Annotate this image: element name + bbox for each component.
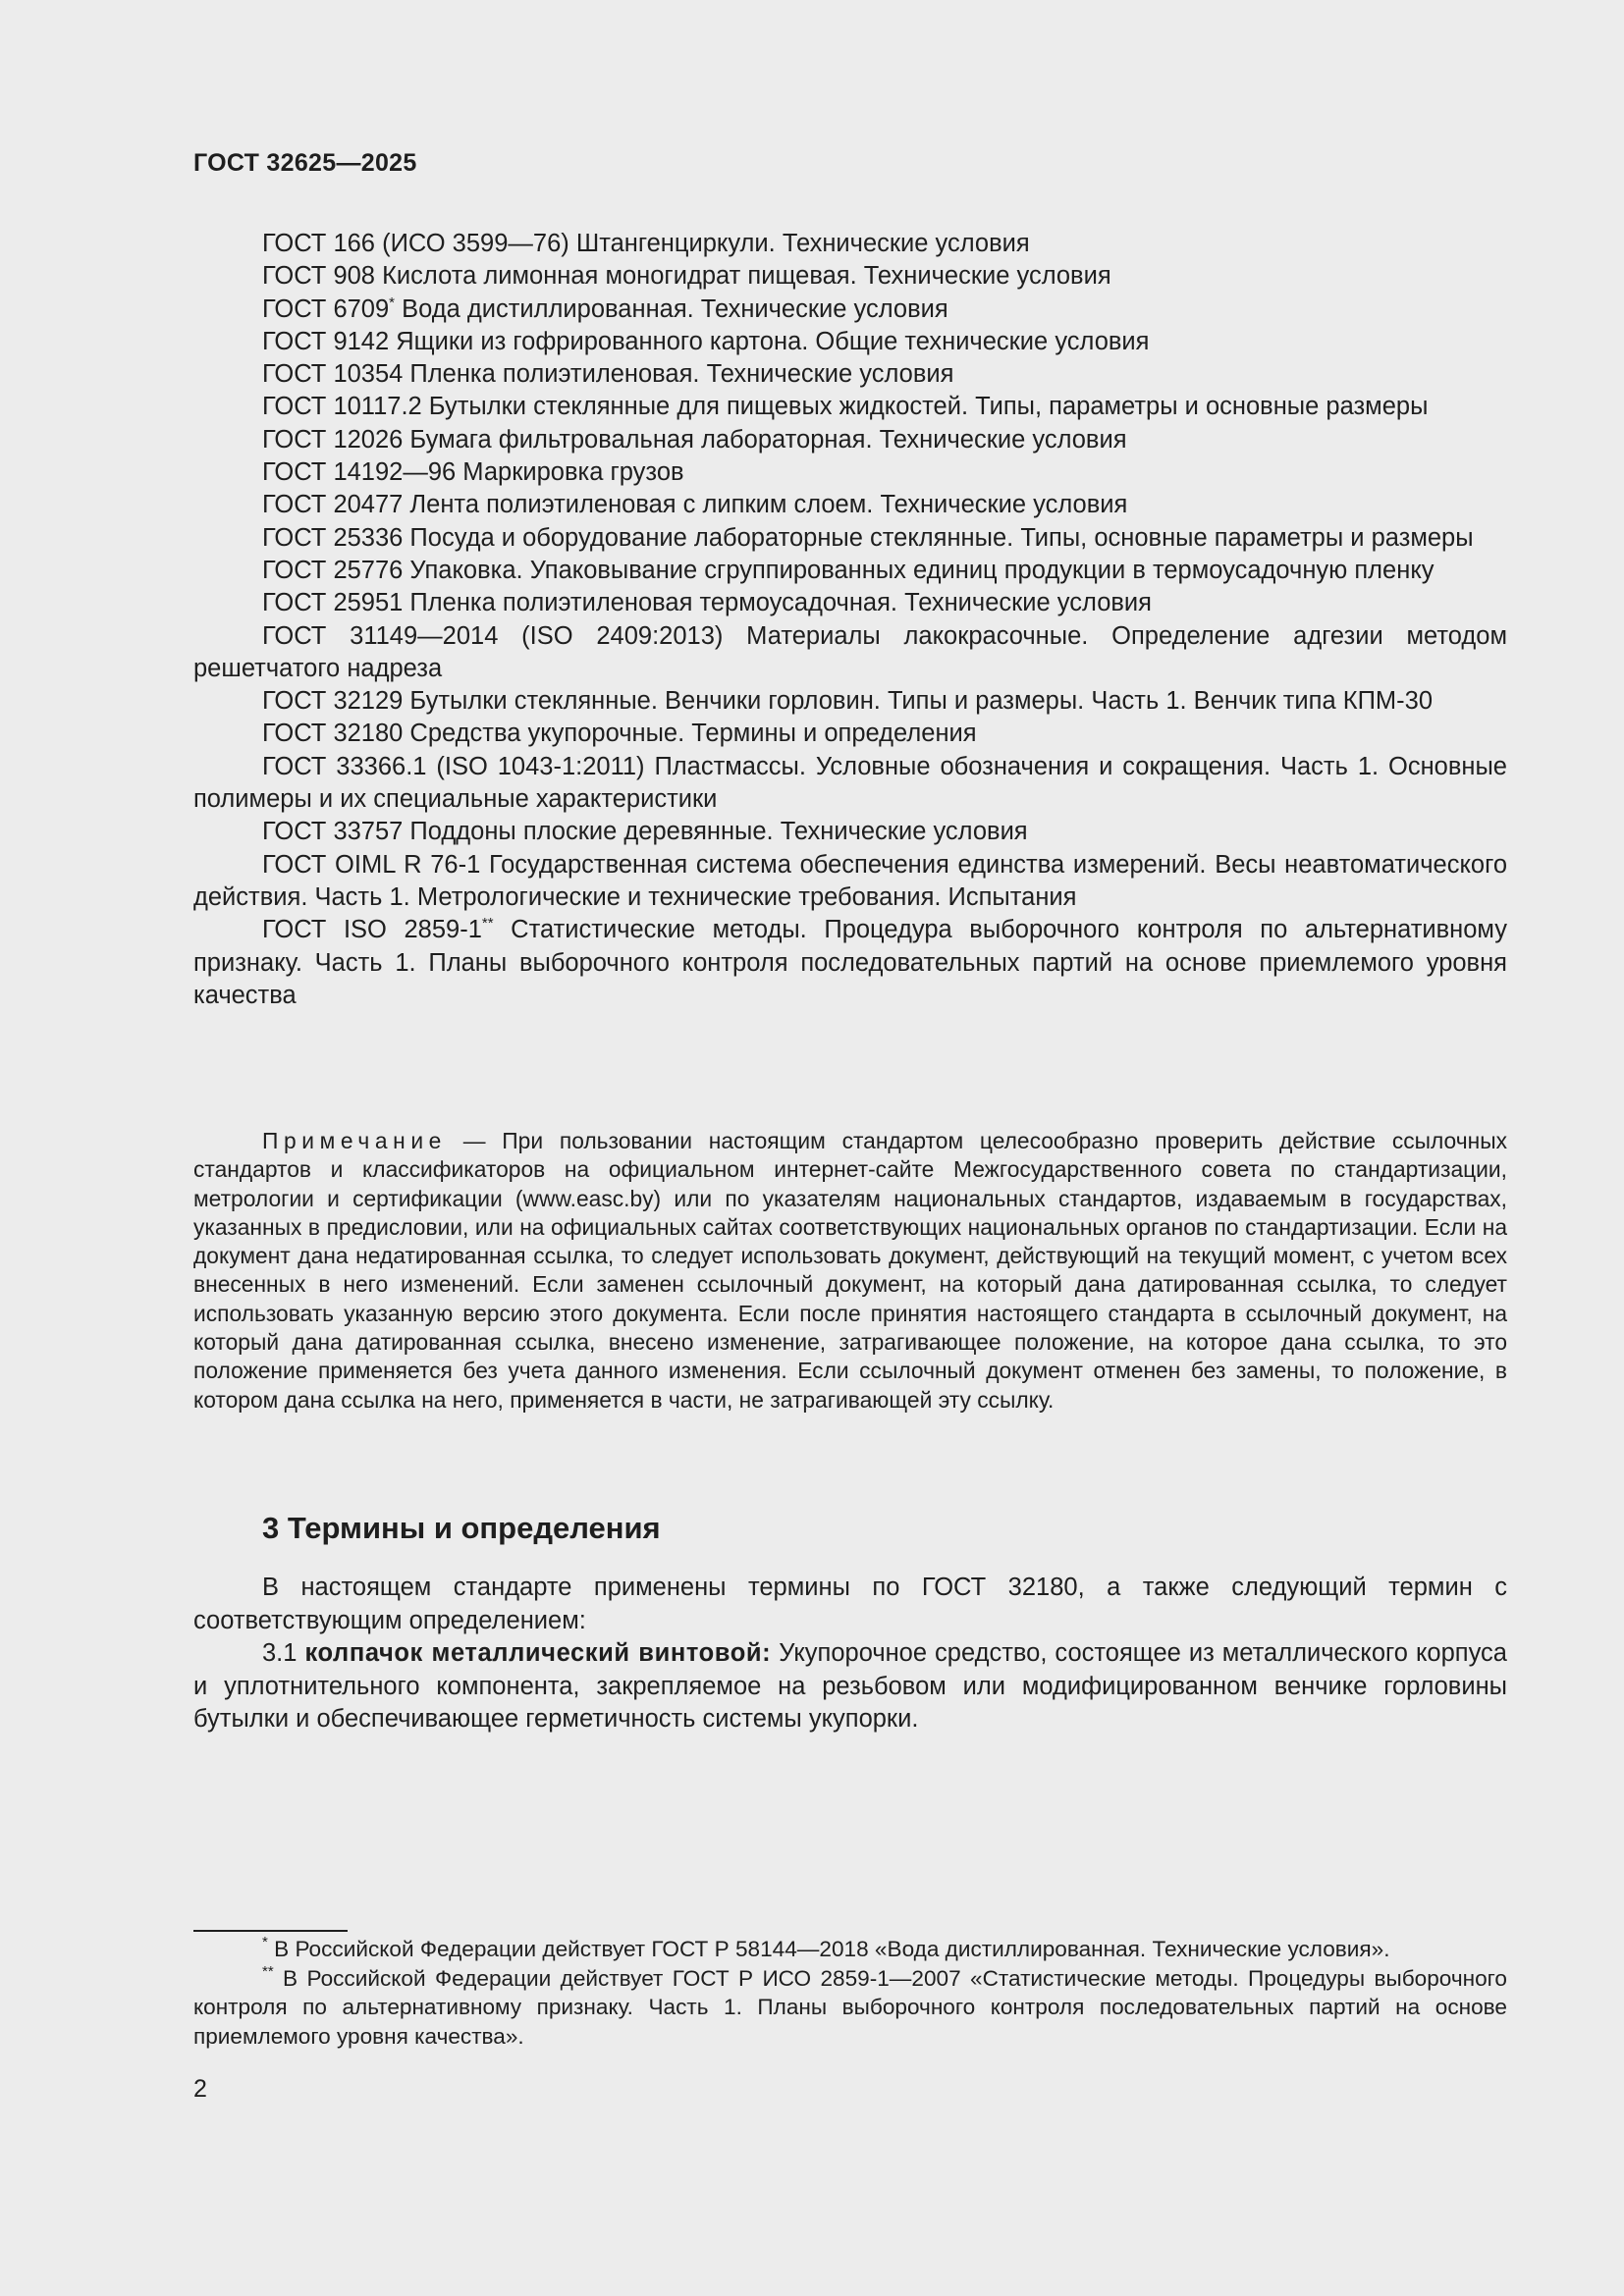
reference-text: Статистические методы. Процедура выборочного контроля по альтернативному признаку. Часть 1. Планы выборочного контроля последовательных партий на основе приемлемого уровня качества: [193, 916, 1508, 1009]
reference-item: ГОСТ 25951 Пленка полиэтиленовая термоусадочная. Технические условия: [262, 589, 1152, 617]
reference-item: ГОСТ 32180 Средства укупорочные. Термины и определения: [262, 720, 977, 748]
reference-item: [193, 294, 1507, 326]
reference-item: ГОСТ 14192—96 Маркировка грузов: [262, 458, 684, 487]
section-body: [193, 1572, 1507, 1736]
note-text: При пользовании настоящим стандартом целесообразно проверить действие ссылочных стандартов и классификаторов на официальном интернет-сайте Межгосударственного совета по стандартизации, метрологии и сертификации (www.easc.by) или по указателям национальных стандартов, издаваемым в государствах, указанных в предисловии, или на официальных сайтах соответствующих национальных органов по стандартизации. Если на документ дана недатированная ссылка, то следует использовать документ, действующий на текущий момент, с учетом всех внесенных в него изменений. Если заменен ссылочный документ, на который дана датированная ссылка, то следует использовать указанную версию этого документа. Если после принятия настоящего стандарта в ссылочный документ, на который дана датированная ссылка, внесено изменение, затрагивающее положение, на которое дана ссылка, то это положение применяется без учета данного изменения. Если ссылочный документ отменен без замены, то положение, в котором дана ссылка на него, применяется в части, не затрагивающей эту ссылку.: [193, 1128, 1507, 1413]
section-intro: В настоящем стандарте применены термины по ГОСТ 32180, а также следующий термин с соответствующим определением:: [193, 1574, 1507, 1634]
note-dash: —: [446, 1128, 503, 1153]
reference-item: ГОСТ 9142 Ящики из гофрированного картона. Общие технические условия: [262, 327, 1150, 355]
footnote-text: В Российской Федерации действует ГОСТ Р ИСО 2859-1—2007 «Статистические методы. Процедуры выборочного контроля по альтернативному признаку. Часть 1. Планы выборочного контроля последовательных партий на основе приемлемого уровня качества».: [193, 1965, 1507, 2049]
reference-item: [193, 914, 1507, 1012]
reference-item: ГОСТ OIML R 76-1 Государственная система обеспечения единства измерений. Весы неавтоматического действия. Часть 1. Метрологические и технические требования. Испытания: [193, 850, 1507, 911]
reference-text: Вода дистиллированная. Технические условия: [395, 294, 948, 323]
term-number: 3.1: [262, 1639, 305, 1667]
note-paragraph: [193, 1127, 1507, 1415]
footnote-marker: **: [481, 915, 494, 933]
footnotes: [193, 1935, 1507, 2051]
reference-item: ГОСТ 10354 Пленка полиэтиленовая. Технические условия: [262, 360, 954, 389]
reference-item: ГОСТ 25336 Посуда и оборудование лабораторные стеклянные. Типы, основные параметры и размеры: [262, 523, 1474, 552]
term-name: колпачок металлический винтовой:: [304, 1639, 772, 1667]
normative-references-list: [193, 228, 1507, 1012]
reference-item: ГОСТ 166 (ИСО 3599—76) Штангенциркули. Технические условия: [262, 230, 1030, 257]
footnote: [193, 1964, 1507, 2052]
document-code-header: ГОСТ 32625—2025: [193, 149, 417, 177]
term-definition: [193, 1637, 1507, 1736]
section-title: 3 Термины и определения: [262, 1511, 661, 1545]
reference-item: ГОСТ 908 Кислота лимонная моногидрат пищевая. Технические условия: [262, 262, 1111, 291]
reference-item: ГОСТ 32129 Бутылки стеклянные. Венчики горловин. Типы и размеры. Часть 1. Венчик типа КПМ-30: [262, 687, 1434, 716]
page-number: 2: [193, 2075, 207, 2103]
footnote: [193, 1935, 1507, 1964]
reference-item: ГОСТ 31149—2014 (ISO 2409:2013) Материалы лакокрасочные. Определение адгезии методом решетчатого надреза: [193, 621, 1507, 682]
footnote-separator: [193, 1930, 348, 1932]
term-definition-text: Укупорочное средство, состоящее из металлического корпуса и уплотнительного компонента, закрепляемое на резьбовом или модифицированном венчике горловины бутылки и обеспечивающее герметичность системы укупорки.: [193, 1639, 1507, 1733]
footnote-text: В Российской Федерации действует ГОСТ Р 58144—2018 «Вода дистиллированная. Технические условия».: [267, 1937, 1390, 1961]
reference-item: ГОСТ 33366.1 (ISO 1043-1:2011) Пластмассы. Условные обозначения и сокращения. Часть 1. Основные полимеры и их специальные характеристики: [193, 752, 1507, 814]
note-label: Примечание: [262, 1128, 447, 1153]
footnote-marker: *: [262, 1934, 268, 1950]
reference-item: ГОСТ 20477 Лента полиэтиленовая с липким слоем. Технические условия: [262, 491, 1128, 519]
reference-item: ГОСТ 10117.2 Бутылки стеклянные для пищевых жидкостей. Типы, параметры и основные размеры: [262, 393, 1429, 421]
reference-item: ГОСТ 25776 Упаковка. Упаковывание сгруппированных единиц продукции в термоусадочную пленку: [262, 556, 1435, 584]
reference-text: ГОСТ ISO 2859-1: [262, 916, 482, 944]
footnote-marker: *: [389, 294, 396, 311]
reference-item: ГОСТ 12026 Бумага фильтровальная лабораторная. Технические условия: [262, 425, 1127, 454]
reference-item: ГОСТ 33757 Поддоны плоские деревянные. Технические условия: [262, 818, 1028, 846]
reference-text: ГОСТ 6709: [262, 294, 390, 323]
footnote-marker: **: [262, 1962, 274, 1980]
